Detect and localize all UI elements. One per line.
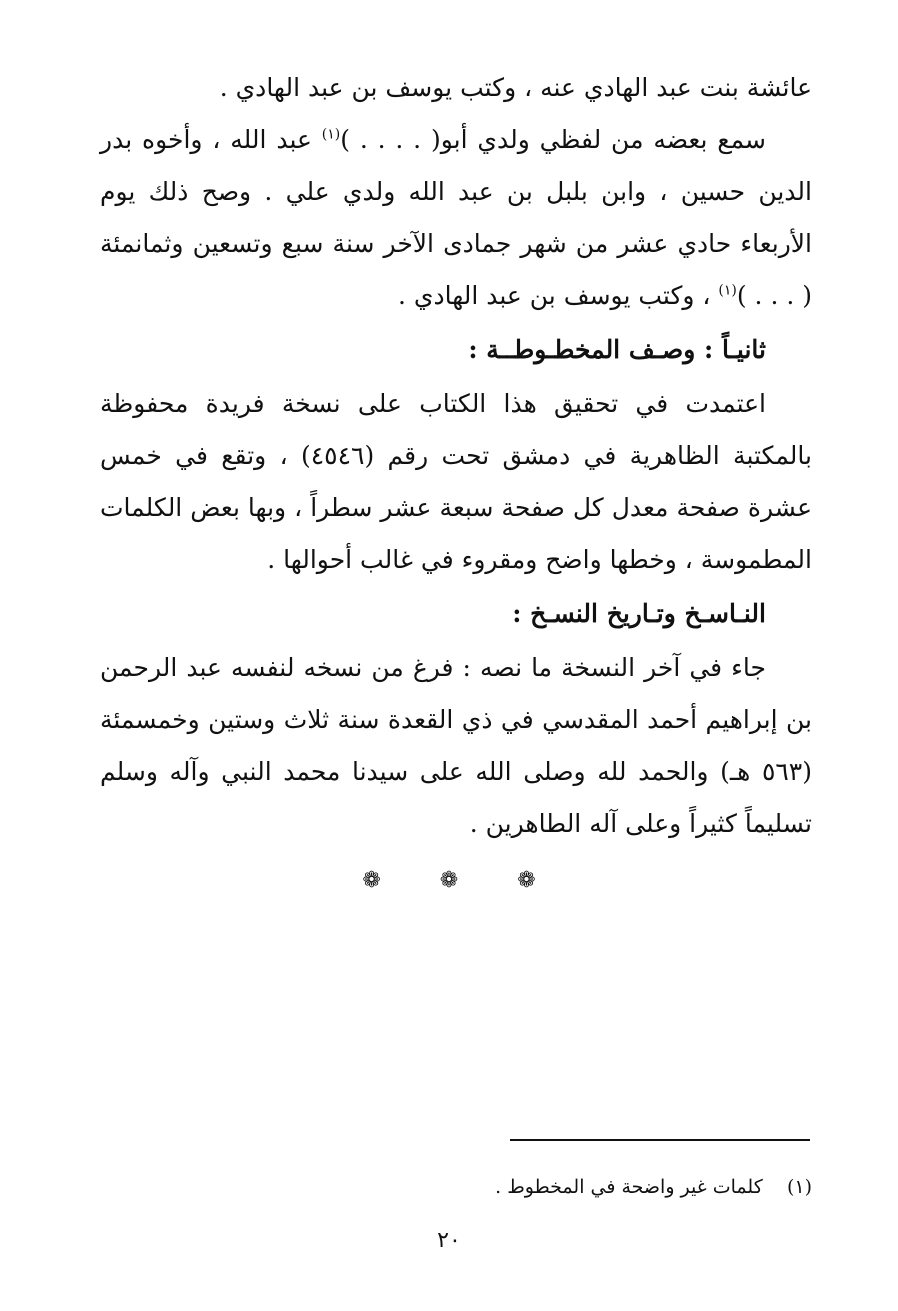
paragraph-4: جاء في آخر النسخة ما نصه : فرغ من نسخه لنفسه عبد الرحمن بن إبراهيم أحمد المقدسي في ذي القعدة سنة ثلاث وستين وخمسمئة (٥٦٣ هـ) والحمد لله وصلى الله على سيدنا محمد النبي وآله وسلم تسليماً كثيراً وعلى آله الطاهرين . xyxy=(100,653,812,838)
footnote-divider xyxy=(510,1139,810,1141)
main-text xyxy=(100,62,812,850)
section-heading-copyist: النـاسـخ وتـاريخ النسـخ : xyxy=(512,599,766,628)
paragraph-3: اعتمدت في تحقيق هذا الكتاب على نسخة فريدة محفوظة بالمكتبة الظاهرية في دمشق تحت رقم (٤٥٤٦) ، وتقع في خمس عشرة صفحة معدل كل صفحة سبعة عشر سطراً ، وبها بعض الكلمات المطموسة ، وخطها واضح ومقروء في غالب أحوالها . xyxy=(100,389,812,574)
paragraph-2-part-b: عبد الله ، وأخوه بدر الدين حسين ، وابن بلبل بن عبد الله ولدي علي . وصح ذلك يوم الأربعاء حادي عشر من شهر جمادى الآخر سنة سبع وتسعين وثمانمئة ( . . . ) xyxy=(100,125,812,310)
section-heading-manuscript: ثانيـاً : وصـف المخطـوطــة : xyxy=(468,335,766,364)
paragraph-2 xyxy=(100,114,812,322)
footnote-text: كلمات غير واضحة في المخطوط . xyxy=(495,1176,763,1198)
footnote-marker: (١) xyxy=(786,1176,812,1198)
footnote xyxy=(100,1172,812,1202)
footnote-ref-2: (١) xyxy=(718,282,737,299)
footnote-ref-1: (١) xyxy=(321,126,341,143)
paragraph-1: عائشة بنت عبد الهادي عنه ، وكتب يوسف بن عبد الهادي . xyxy=(219,73,812,102)
page-number: ٢٠ xyxy=(437,1228,461,1253)
paragraph-2-part-a: سمع بعضه من لفظي ولدي أبو( . . . . ) xyxy=(340,125,766,154)
section-separator: ❁ ❁ ❁ xyxy=(362,868,562,893)
paragraph-2-part-c: ، وكتب يوسف بن عبد الهادي . xyxy=(398,281,719,310)
